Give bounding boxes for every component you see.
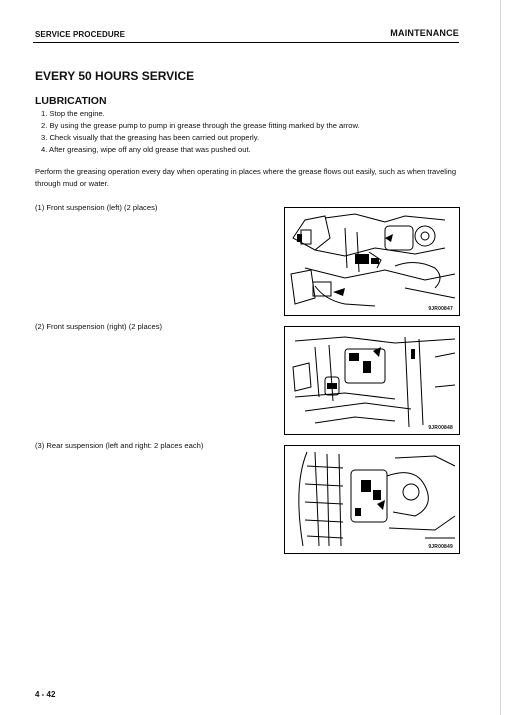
page-number: 4 - 42 [35,690,56,699]
header-service-procedure: SERVICE PROCEDURE [35,30,126,39]
figure-3-caption: (3) Rear suspension (left and right: 2 places each) [35,441,204,450]
figure-2-caption: (2) Front suspension (right) (2 places) [35,322,163,331]
figure-1-illustration [285,208,460,316]
figure-1-caption: (1) Front suspension (left) (2 places) [35,203,158,212]
step-1: 1. Stop the engine. [41,109,105,118]
figure-1-front-suspension-left [284,207,460,316]
greasing-note: Perform the greasing operation every day when operating in places where the grease flows out easily, such as when traveling through mud or water. [35,167,457,188]
figure-1-code: 9JR00847 [428,306,453,312]
section-title: EVERY 50 HOURS SERVICE [35,69,195,83]
procedure-steps [41,108,360,156]
header-maintenance: MAINTENANCE [390,28,459,38]
step-4: 4. After greasing, wipe off any old grease that was pushed out. [41,145,251,154]
figure-2-code: 9JR00848 [428,425,453,431]
subsection-title: LUBRICATION [35,95,107,107]
step-2: 2. By using the grease pump to pump in grease through the grease fitting marked by the arrow. [41,121,360,130]
figure-3-rear-suspension [284,445,460,554]
figure-2-front-suspension-right [284,326,460,435]
header-divider [33,42,459,43]
figure-3-code: 9JR00849 [428,544,453,550]
figure-3-illustration [285,446,460,554]
figure-2-illustration [285,327,460,435]
step-3: 3. Check visually that the greasing has been carried out properly. [41,133,260,142]
